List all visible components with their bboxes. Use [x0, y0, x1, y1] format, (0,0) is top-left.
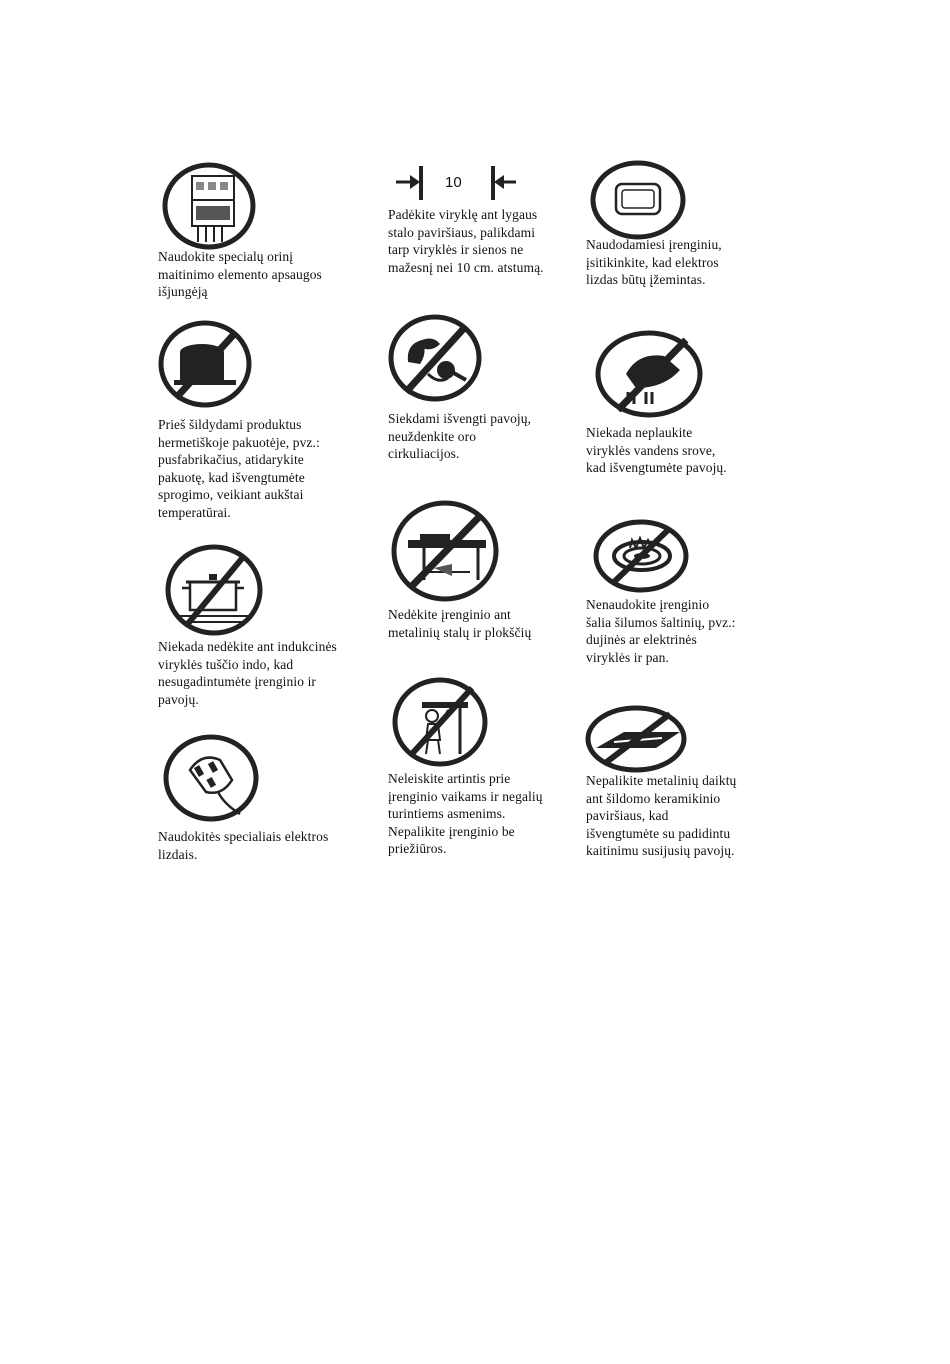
plug-icon — [162, 734, 262, 824]
air-circulation-caption: Siekdami išvengti pavojų, neuždenkite oro cirkuliacijos. — [388, 411, 532, 462]
empty-pot-prohibited-icon — [164, 544, 264, 638]
no-washing-prohibited-icon — [594, 330, 706, 420]
sealed-package-caption: Prieš šildydami produktus hermetiškoje pakuotėje, pvz.: pusfabrikačius, atidarykite pakuotę, kad išvengtumėte sprogimo, veikiant aukštai temperatūrai. — [158, 417, 320, 520]
power-switch-icon — [162, 162, 260, 252]
grounded-socket-caption: Naudodamiesi įrenginiu, įsitikinkite, kad elektros lizdas būtų įžemintas. — [586, 237, 722, 288]
metal-table-prohibited-icon — [390, 500, 502, 604]
power-switch-caption: Naudokite specialų orinį maitinimo elemento apsaugos išjungėją — [158, 249, 322, 300]
children-caption: Neleiskite artintis prie įrenginio vaikams ir negalių turintiems asmenims. Nepalikite įrenginio be priežiūros. — [388, 771, 543, 857]
children-prohibited-icon — [392, 676, 492, 768]
air-circulation-prohibited-icon — [388, 314, 486, 404]
sealed-package-prohibited-icon — [156, 320, 254, 410]
metal-table-caption: Nedėkite įrenginio ant metalinių stalų ir plokščių — [388, 607, 532, 640]
level-surface-caption: Padėkite viryklę ant lygaus stalo paviršiaus, palikdami tarp viryklės ir sienos ne mažesnį nei 10 cm. atstumą. — [388, 207, 544, 275]
heat-sources-caption: Nenaudokite įrenginio šalia šilumos šaltinių, pvz.: dujinės ar elektrinės viryklės ir pan. — [586, 597, 736, 665]
empty-pot-caption: Niekada nedėkite ant indukcinės viryklės tuščio indo, kad nesugadintumėte įrenginio ir pavojų. — [158, 639, 337, 707]
no-washing-caption: Niekada neplaukite viryklės vandens srove, kad išvengtumėte pavojų. — [586, 425, 727, 476]
metal-objects-prohibited-icon — [584, 704, 690, 774]
special-socket-caption: Naudokitės specialiais elektros lizdais. — [158, 829, 329, 862]
distance-label: 10 — [445, 174, 462, 191]
grounded-socket-icon — [590, 160, 690, 242]
metal-objects-caption: Nepalikite metalinių daiktų ant šildomo keramikinio paviršiaus, kad išvengtumėte su padidintu kaitinimu susijusių pavojų. — [586, 773, 737, 859]
heat-source-prohibited-icon — [592, 518, 692, 594]
